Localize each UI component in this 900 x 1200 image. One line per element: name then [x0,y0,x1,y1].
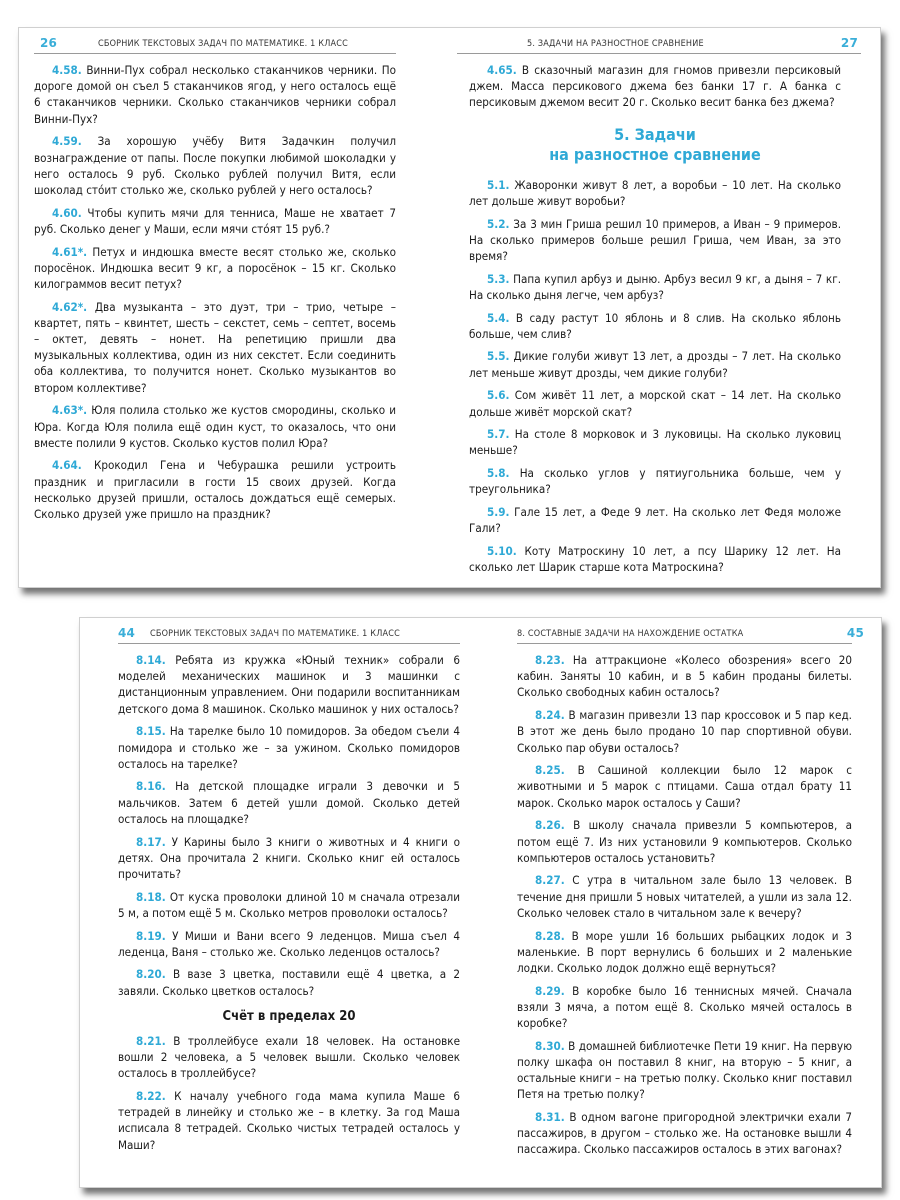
page-45 [517,618,864,1187]
task-text: Юля полила столько же кустов смородины, сколько и Юра. Когда Юля полила ещё один куст, то оказалось, что они вместе полили 9 кустов. Сколько кустов полил Юра? [34,403,396,450]
section-heading [457,125,861,165]
task-text: Петух и индюшка вместе весят столько же, сколько поросёнок. Индюшка весит 9 кг, а поросёнок – 15 кг. Сколько килограммов весит петух? [34,244,397,291]
task-text: Гале 15 лет, а Феде 9 лет. На сколько лет Федя моложе Гали? [469,505,842,536]
task-number: 8.24. [535,708,565,723]
task-text: В коробке было 16 теннисных мячей. Сначала взяли 3 мяча, а потом ещё 8. Сколько мячей осталось в коробке? [517,983,852,1031]
task-text: У Миши и Вани всего 9 леденцов. Миша съел 4 леденца, Ваня – столько же. Сколько леденцов осталось? [118,928,461,959]
task-text: В домашней библиотечке Пети 19 книг. На первую полку шкафа он поставил 8 книг, на вторую – 5 книг, а остальные книги – на третью полку. Сколько книг поставил Петя на третью полку? [517,1038,852,1102]
task-number: 4.64. [52,458,82,473]
task-number: 8.23. [535,653,565,667]
task-text: У Карины было 3 книги о животных и 4 книги о детях. Она прочитала 2 книги. Сколько книг ей осталось прочитать? [118,834,460,881]
section-title-line1: 5. Задачи [614,124,696,144]
task-item [469,465,841,497]
task-item [118,889,460,921]
task-item [517,817,852,866]
task-text: С утра в читальном зале было 13 человек. В течение дня пришли 5 новых читателей, а ушли из зала 12. Сколько человек стало в читальном зале к вечеру? [517,873,852,920]
task-number: 4.59. [52,134,82,149]
task-number: 5.5. [487,349,510,364]
task-item [517,652,852,701]
task-item [118,966,460,998]
task-item [469,310,841,342]
task-list [34,62,396,529]
task-number: 8.15. [136,724,166,739]
task-text: За хорошую учёбу Витя Задачкин получил вознаграждение от папы. После покупки любимой шоколадки у него осталось 9 руб. Сколько рублей получил Витя, если шоколад стóит столько же, сколько рублей у него осталось? [34,134,396,197]
running-head [517,626,864,644]
task-list [118,652,460,999]
task-item [34,62,396,127]
task-item [517,983,852,1032]
task-item [34,402,396,451]
task-item [469,504,841,536]
task-number: 8.17. [136,834,166,849]
task-item [34,299,396,396]
task-item [118,778,460,827]
task-item [517,1109,852,1158]
task-number: 5.4. [487,310,510,325]
task-item [469,177,841,209]
page-27 [457,28,861,587]
task-text: Винни-Пух собрал несколько стаканчиков черники. По дороге домой он съел 5 стаканчиков ягод, у него осталось ещё 6 стаканчиков черники. Сколько стаканчиков черники собрал Винни-Пух? [34,63,396,126]
task-text: В одном вагоне пригородной электрички ехали 7 пассажиров, в другом – столько же. На остановке вышли 4 пассажира. Сколько пассажиров осталось в этих вагонах? [517,1110,852,1157]
task-item [469,62,841,111]
task-number: 4.58. [52,63,82,77]
task-list [517,652,852,1164]
task-item [118,723,460,772]
task-number: 8.20. [136,967,166,982]
page-44 [118,618,460,1187]
task-number: 8.19. [136,928,166,943]
running-title: 8. СОСТАВНЫЕ ЗАДАЧИ НА НАХОЖДЕНИЕ ОСТАТКА [517,629,744,639]
task-item [517,928,852,977]
task-list [457,177,861,576]
task-list [118,1033,460,1153]
task-item [34,133,396,198]
task-number: 4.61*. [52,244,88,259]
running-title: 5. ЗАДАЧИ НА РАЗНОСТНОЕ СРАВНЕНИЕ [527,39,704,49]
page-body [457,62,861,582]
task-text: На столе 8 морковок и 3 луковицы. На сколько луковиц меньше? [469,427,842,458]
task-number: 8.31. [535,1110,565,1125]
task-text: Коту Матроскину 10 лет, а псу Шарику 12 лет. На сколько лет Шарик старше кота Матроскина? [469,543,842,575]
task-number: 4.65. [487,63,517,77]
task-number: 5.8. [487,466,510,481]
task-number: 5.6. [487,388,510,403]
task-item [118,1088,460,1153]
task-number: 8.25. [535,763,565,778]
task-text: На сколько углов у пятиугольника больше, чем у треугольника? [469,466,842,497]
task-number: 8.26. [535,818,565,833]
task-text: За 3 мин Гриша решил 10 примеров, а Иван – 9 примеров. На сколько примеров больше решил Гриша, чем Иван, за это время? [469,216,842,263]
task-text: В магазин привезли 13 пар кроссовок и 5 пар кед. В этот же день было продано 10 пар спортивной обуви. Сколько пар обуви осталось? [517,708,852,755]
task-text: На детской площадке играли 3 девочки и 5 мальчиков. Затем 6 детей ушли домой. Сколько детей осталось на площадке? [118,779,460,826]
task-item [469,216,841,265]
book-spread-bottom [79,617,882,1188]
task-number: 4.60. [52,205,82,220]
running-head [34,37,396,54]
running-title: СБОРНИК ТЕКСТОВЫХ ЗАДАЧ ПО МАТЕМАТИКЕ. 1 КЛАСС [98,39,348,49]
task-number: 8.16. [136,779,166,794]
task-number: 8.18. [136,889,166,904]
task-number: 5.2. [487,216,510,231]
task-item [517,707,852,756]
task-item [517,762,852,811]
book-spread-top [18,27,881,588]
task-item [118,834,460,883]
task-item [469,271,841,303]
section-title-line2: на разностное сравнение [549,144,761,164]
task-number: 5.10. [487,543,517,558]
subsection-heading: Счёт в пределах 20 [222,1008,356,1024]
running-title: СБОРНИК ТЕКСТОВЫХ ЗАДАЧ ПО МАТЕМАТИКЕ. 1 КЛАСС [150,629,400,639]
page-number: 45 [846,626,864,640]
task-item [469,348,841,380]
task-text: В сказочный магазин для гномов привезли персиковый джем. Масса персикового джема без банки 17 г. А банка с персиковым джемом весит 20 г. Сколько весит банка без джема? [469,63,841,110]
task-text: В вазе 3 цветка, поставили ещё 4 цветка, а 2 завяли. Сколько цветков осталось? [118,967,460,998]
task-text: Крокодил Гена и Чебурашка решили устроить праздник и пригласили в гости 15 своих друзей. Когда несколько друзей пришли, осталось дождаться ещё семерых. Сколько друзей уже пришло на праздник? [34,458,396,522]
page-body [118,652,460,1159]
task-number: 8.28. [535,928,565,943]
task-text: На аттракционе «Колесо обозрения» всего 20 кабин. Заняты 10 кабин, и в 5 кабин проданы билеты. Сколько свободных кабин осталось? [517,653,853,700]
task-text: В море ушли 16 больших рыбацких лодок и 3 маленькие. В порт вернулись 6 больших и 2 маленькие лодки. Сколько лодок должно ещё вернуться? [517,928,853,975]
task-number: 5.3. [487,271,510,286]
task-text: Чтобы купить мячи для тенниса, Маше не хватает 7 руб. Сколько денег у Маши, если мячи стóят 15 руб.? [34,205,397,236]
task-item [469,426,841,458]
task-text: К началу учебного года мама купила Маше 6 тетрадей в линейку и столько же – в клетку. За год Маша исписала 8 тетрадей. Сколько чистых тетрадей осталось у Маши? [118,1088,461,1152]
page-number: 27 [840,36,858,50]
task-text: Дикие голуби живут 13 лет, а дрозды – 7 лет. На сколько лет меньше живут дрозды, чем дикие голуби? [469,349,841,380]
task-item [34,457,396,522]
task-text: Жаворонки живут 8 лет, а воробьи – 10 лет. На сколько лет дольше живут воробьи? [469,177,841,208]
task-text: Два музыканта – это дуэт, три – трио, четыре – квартет, пять – квинтет, шесть – секстет, семь – септет, восемь – октет, девять – нонет. На репетицию пришли два музыкальных коллектива, один из них секстет. Если соединить оба коллектива, то получится нонет. Сколько музыкантов во втором коллективе? [34,299,396,395]
task-number: 8.30. [535,1038,565,1053]
task-item [517,872,852,921]
page-26 [34,28,396,587]
task-text: В саду растут 10 яблонь и 8 слив. На сколько яблонь больше, чем слив? [469,310,842,341]
task-item [469,387,841,419]
task-item [34,205,396,237]
task-text: От куска проволоки длиной 10 м сначала отрезали 5 м, а потом ещё 5 м. Сколько метров проволоки осталось? [118,889,461,920]
task-number: 4.62*. [52,299,88,314]
task-number: 8.27. [535,873,565,888]
running-head [457,37,861,54]
task-item [118,928,460,960]
task-number: 5.9. [487,505,510,520]
task-item [118,1033,460,1082]
task-number: 5.7. [487,427,510,442]
task-text: На тарелке было 10 помидоров. За обедом съели 4 помидора и столько же – за ужином. Сколько помидоров осталось на тарелке? [118,724,461,771]
task-text: В троллейбусе ехали 18 человек. На остановке вошли 2 человека, а 5 человек вышли. Сколько человек осталось в троллейбусе? [118,1033,460,1081]
task-text: Папа купил арбуз и дыню. Арбуз весил 9 кг, а дыня – 7 кг. На сколько дыня легче, чем арбуз? [469,271,842,302]
task-number: 5.1. [487,177,510,192]
page-number: 44 [118,626,136,640]
task-number: 8.21. [136,1033,166,1048]
task-text: В школу сначала привезли 5 компьютеров, а потом ещё 7. Из них установили 9 компьютеров. Сколько компьютеров осталось установить? [517,818,853,865]
task-number: 4.63*. [52,403,88,418]
page-number: 26 [40,36,58,50]
task-number: 8.22. [136,1088,166,1103]
task-list [457,62,861,111]
task-text: Сом живёт 11 лет, а морской скат – 14 лет. На сколько дольше живёт морской скат? [469,388,842,419]
task-item [118,652,460,717]
task-item [517,1038,852,1103]
task-number: 8.29. [535,983,565,998]
running-head [118,627,460,644]
task-item [34,244,396,293]
task-text: Ребята из кружка «Юный техник» собрали 6 моделей механических машинок и 3 машинки с дистанционным управлением. Они подарили воспитанникам детского дома 8 машинок. Сколько машинок у них осталось? [118,653,460,716]
task-item [469,543,841,575]
task-number: 8.14. [136,653,166,667]
task-text: В Сашиной коллекции было 12 марок с животными и 5 марок с птицами. Саша отдал брату 11 марок. Сколько марок осталось у Саши? [517,763,852,810]
